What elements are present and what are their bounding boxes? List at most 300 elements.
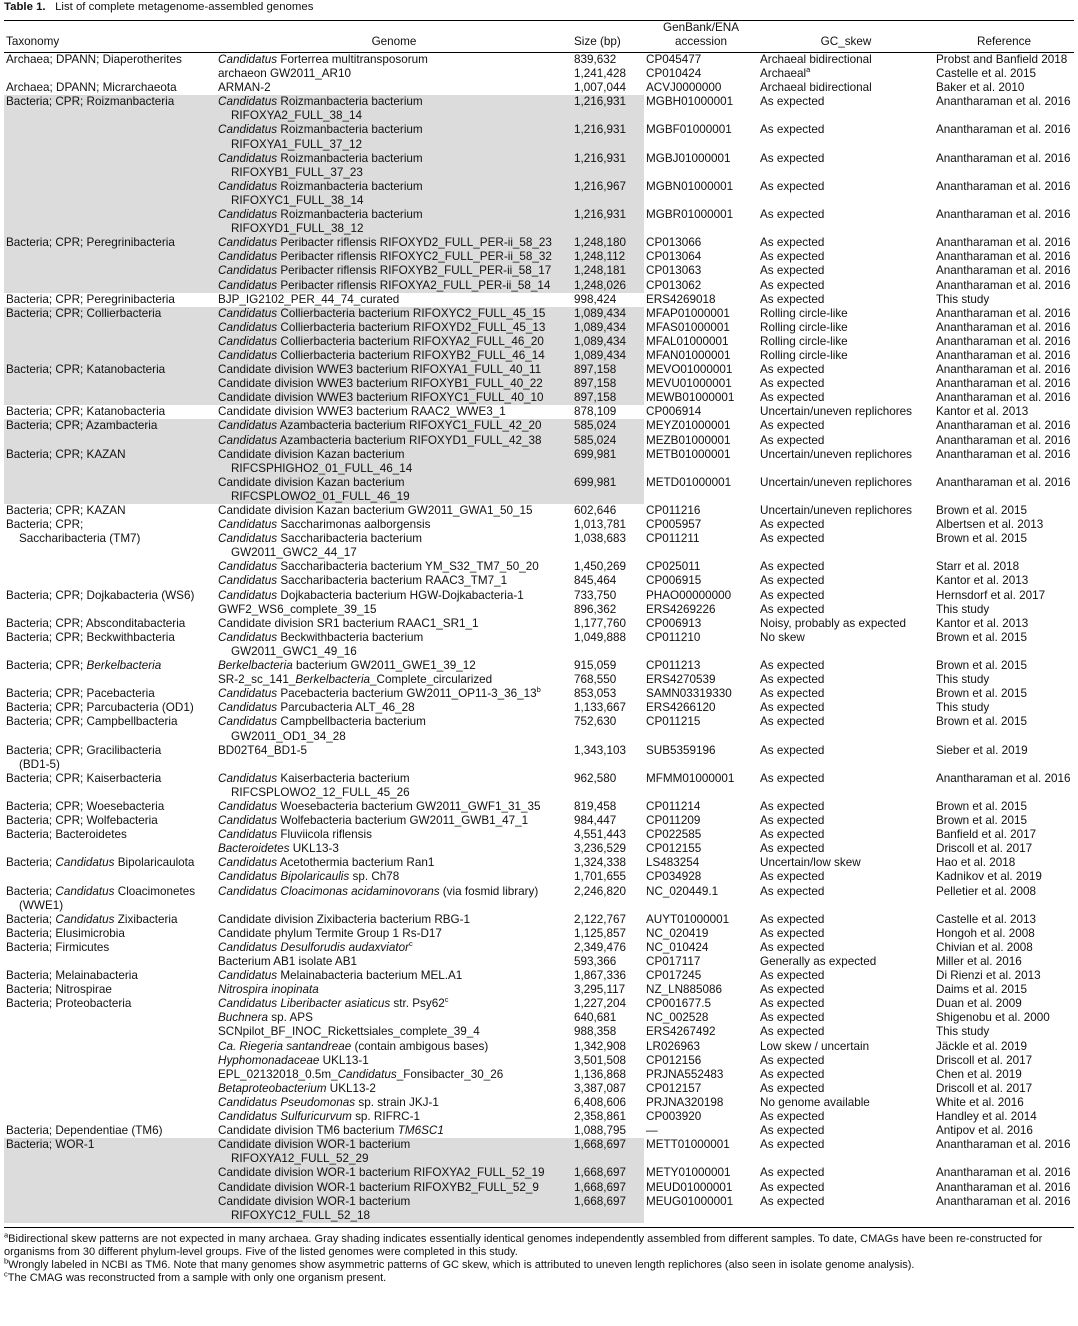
taxonomy-cell: Bacteria; CPR; KAZAN [4,448,216,476]
genome-cell: Candidatus Roizmanbacteria bacterium RIFOXYC1_FULL_38_14 [216,180,572,208]
genome-cell: SR-2_sc_141_Berkelbacteria_Complete_circularized [218,673,493,687]
accession-cell: CP011216 [646,504,701,517]
table-row [4,1195,1074,1223]
gc-skew-cell: As expected [760,673,825,687]
size-cell: 1,049,888 [574,630,626,644]
accession-cell: CP011210 [646,630,701,644]
reference-cell: Sieber et al. 2019 [936,743,1028,757]
accession-cell: SAMN03319330 [646,687,732,701]
table-row [4,617,1074,631]
size-cell: 640,681 [574,1011,617,1025]
gc-skew-cell: As expected [760,983,825,997]
accession-cell: CP013062 [646,278,702,292]
size-cell: 2,349,476 [574,940,626,954]
genome-cell: Candidate phylum Termite Group 1 Rs-D17 [218,926,442,940]
reference-cell: Anantharaman et al. 2016 [936,208,1071,222]
reference-cell: Handley et al. 2014 [936,1110,1037,1124]
genome-cell: Candidatus Kaiserbacteria bacterium RIFCSPLOWO2_12_FULL_45_26 [218,771,410,799]
reference-cell: Anantharaman et al. 2016 [936,419,1071,433]
genome-cell: ARMAN-2 [218,81,271,95]
taxonomy-cell: Bacteria; CPR; Katanobacteria [6,405,166,419]
size-cell: 4,551,443 [574,828,626,842]
size-cell: 1,227,204 [574,997,626,1011]
taxonomy-cell [4,377,216,391]
table-row [4,377,1074,391]
size-cell: 1,324,338 [574,856,626,870]
gc-skew-cell: As expected [760,715,825,729]
gc-skew-cell: As expected [760,391,825,405]
accession-cell: — [646,1124,658,1138]
accession-cell: NC_010424 [646,940,709,954]
taxonomy-cell [4,1040,216,1054]
genome-cell: Candidate division Kazan bacterium GW2011_GWA1_50_15 [218,504,533,517]
taxonomy-cell: Bacteria; Firmicutes [6,940,110,954]
reference-cell: Brown et al. 2015 [936,715,1027,729]
size-cell: 699,981 [572,476,644,504]
table-row [4,504,1074,518]
gc-skew-cell: As expected [760,1110,825,1124]
genome-cell: BJP_IG2102_PER_44_74_curated [218,292,400,306]
accession-cell: ERS4270539 [646,673,716,687]
table-row [4,476,1074,504]
table-row [4,152,1074,180]
table-row [4,1181,1074,1195]
accession-cell: METD01000001 [646,475,732,489]
gc-skew-cell: As expected [760,292,825,306]
accession-cell: CP011214 [646,799,701,813]
reference-cell: This study [936,292,990,306]
genome-cell: Candidatus Peribacter riflensis RIFOXYC2_FULL_PER-ii_58_32 [216,250,572,264]
header-taxonomy: Taxonomy [6,35,60,48]
reference-cell: Kantor et al. 2013 [936,405,1029,419]
table-title: List of complete metagenome-assembled genomes [55,1,314,13]
gc-skew-cell: As expected [760,743,825,757]
size-cell: 768,550 [574,673,617,687]
genome-cell: Candidatus Pseudomonas sp. strain JKJ-1 [218,1095,439,1109]
taxonomy-cell: Bacteria; CPR; KAZAN [6,504,126,517]
table-row [4,1068,1074,1082]
reference-cell: Anantharaman et al. 2016 [936,123,1071,137]
table-row [4,560,1074,574]
taxonomy-cell [4,321,216,335]
table-row [4,701,1074,715]
table-row [4,1124,1074,1138]
accession-cell: AUYT01000001 [646,912,730,926]
gc-skew-cell: As expected [760,419,825,433]
table-row [4,1110,1074,1124]
taxonomy-cell [4,1195,216,1223]
reference-cell: Driscoll et al. 2017 [936,1053,1033,1067]
table-row [4,603,1074,617]
genome-cell: Berkelbacteria bacterium GW2011_GWE1_39_12 [218,659,476,673]
gc-skew-cell: As expected [760,151,825,165]
genome-cell: Candidatus Roizmanbacteria bacterium RIFOXYA1_FULL_37_12 [216,123,572,151]
header-reference: Reference [977,35,1031,48]
reference-cell: Anantharaman et al. 2016 [936,771,1071,785]
table-row [4,434,1074,448]
reference-cell: Castelle et al. 2015 [936,67,1037,81]
accession-cell: MEUG01000001 [646,1194,734,1208]
reference-cell: Starr et al. 2018 [936,560,1020,574]
accession-cell: CP017245 [646,969,702,983]
taxonomy-cell: Bacteria; CPR; Kaiserbacteria [6,771,162,785]
taxonomy-cell: Bacteria; CPR; Collierbacteria [4,307,216,321]
gc-skew-cell: As expected [760,1011,825,1025]
genome-cell: Candidatus Peribacter riflensis RIFOXYA2_FULL_PER-ii_58_14 [216,279,572,293]
genome-cell: Candidatus Beckwithbacteria bacterium GW2011_GWC1_49_16 [218,630,424,658]
genome-cell: Candidatus Collierbacteria bacterium RIFOXYA2_FULL_46_20 [216,335,572,349]
taxonomy-cell [4,264,216,278]
genome-cell: Candidate division Zixibacteria bacterium RBG-1 [218,912,471,926]
genome-cell: GWF2_WS6_complete_39_15 [218,602,377,616]
accession-cell: CP012157 [646,1081,702,1095]
accession-cell: CP005957 [646,518,702,532]
reference-cell: Daims et al. 2015 [936,983,1027,997]
accession-cell: MEYZ01000001 [646,419,731,433]
genome-cell: Candidatus Peribacter riflensis RIFOXYD2_FULL_PER-ii_58_23 [216,236,572,250]
genome-cell: Candidatus Desulforudis audaxviator$^c$ [218,939,413,954]
gc-skew-cell: As expected [760,1194,825,1208]
gc-skew-cell: As expected [760,926,825,940]
taxonomy-cell [4,152,216,180]
size-cell: 1,216,931 [572,208,644,236]
reference-cell: Baker et al. 2010 [936,81,1025,95]
taxonomy-cell: Bacteria; CPR; Peregrinibacteria [6,292,175,306]
genome-cell: Candidate division WOR-1 bacterium RIFOXYA2_FULL_52_19 [216,1166,572,1180]
gc-skew-cell: Generally as expected [760,955,877,968]
accession-cell: MGBN01000001 [646,179,734,193]
table-header [4,21,1074,53]
size-cell: 585,024 [572,434,644,448]
taxonomy-cell [4,250,216,264]
accession-cell: CP006913 [646,616,702,630]
table-row [4,250,1074,264]
genome-cell: archaeon GW2011_AR10 [218,67,351,81]
accession-cell: PHAO00000000 [646,588,732,602]
genome-cell: EPL_02132018_0.5m_Candidatus_Fonsibacter_30_26 [218,1067,504,1081]
genome-cell: Candidatus Acetothermia bacterium Ran1 [218,856,435,870]
genome-cell: Candidatus Pacebacteria bacterium GW2011_OP11-3_36_13$^b$ [218,685,541,701]
size-cell: 897,158 [572,363,644,377]
footnote: $^c$The CMAG was reconstructed from a sample with only one organism present. [4,1269,387,1285]
reference-cell: Kantor et al. 2013 [936,616,1029,630]
table-row [4,363,1074,377]
taxonomy-cell [4,1166,216,1180]
taxonomy-cell [4,870,216,884]
size-cell: 2,358,861 [574,1110,626,1124]
taxonomy-cell: Bacteria; CPR; Wolfebacteria [6,814,158,828]
genome-cell: Candidatus Roizmanbacteria bacterium RIFOXYA2_FULL_38_14 [216,95,572,123]
table-row [4,335,1074,349]
accession-cell: CP006914 [646,405,702,419]
genome-cell: Candidate division WWE3 bacterium RIFOXYA1_FULL_40_11 [216,363,572,377]
reference-cell: Anantharaman et al. 2016 [936,1194,1071,1208]
reference-cell: Brown et al. 2015 [936,532,1027,546]
size-cell: 1,216,931 [572,95,644,123]
genome-cell: Candidatus Bipolaricaulis sp. Ch78 [218,870,400,884]
genome-cell: Candidatus Cloacimonas acidaminovorans (via fosmid library) [218,884,539,898]
accession-cell: MEWB01000001 [646,391,735,405]
taxonomy-cell: Bacteria; CPR; Pacebacteria [6,687,155,701]
accession-cell: ERS4266120 [646,701,716,715]
accession-cell: ERS4269018 [646,292,716,306]
reference-cell: Chivian et al. 2008 [936,940,1033,954]
size-cell: 1,088,795 [574,1124,626,1138]
size-cell: 733,750 [574,588,617,602]
accession-cell: ERS4267492 [646,1025,716,1039]
accession-cell: CP003920 [646,1110,702,1124]
reference-cell: Jäckle et al. 2019 [936,1039,1027,1053]
accession-cell: CP011213 [646,659,701,673]
table-row [4,715,1074,743]
reference-cell: Anantharaman et al. 2016 [936,250,1071,264]
table-row [4,885,1074,913]
gc-skew-cell: Rolling circle-like [760,348,848,362]
gc-skew-cell: Rolling circle-like [760,334,848,348]
table-row [4,941,1074,955]
reference-cell: Albertsen et al. 2013 [936,518,1044,532]
gc-skew-cell: As expected [760,377,825,391]
taxonomy-cell: Bacteria; Elusimicrobia [6,926,125,940]
size-cell: 1,342,908 [574,1039,626,1053]
genome-cell: Candidatus Collierbacteria bacterium RIFOXYD2_FULL_45_13 [216,321,572,335]
gc-skew-cell: As expected [760,236,825,250]
table-row [4,518,1074,532]
genome-cell: Candidatus Wolfebacteria bacterium GW2011_GWB1_47_1 [218,814,529,828]
taxonomy-cell: Bacteria; Candidatus Cloacimonetes (WWE1) [6,884,196,912]
accession-cell: ACVJ0000000 [646,81,722,95]
size-cell: 2,246,820 [574,884,626,898]
gc-skew-cell: Archaeal bidirectional [760,53,872,66]
gc-skew-cell: As expected [760,799,825,813]
reference-cell: Anantharaman et al. 2016 [936,179,1071,193]
size-cell: 699,981 [572,448,644,476]
taxonomy-cell: Bacteria; CPR; Dojkabacteria (WS6) [6,588,195,602]
accession-cell: CP025011 [646,560,701,574]
gc-skew-cell: As expected [760,574,825,588]
genome-cell: Betaproteobacterium UKL13-2 [218,1081,376,1095]
gc-skew-cell: As expected [760,1124,825,1138]
genome-cell: Candidatus Melainabacteria bacterium MEL.A1 [218,969,463,983]
genome-cell: Buchnera sp. APS [218,1011,313,1025]
reference-cell: Anantharaman et al. 2016 [936,1166,1071,1180]
reference-cell: Hao et al. 2018 [936,856,1016,870]
genome-cell: Candidatus Roizmanbacteria bacterium RIFOXYD1_FULL_38_12 [216,208,572,236]
genome-cell: Candidatus Azambacteria bacterium RIFOXYD1_FULL_42_38 [216,434,572,448]
table-row [4,293,1074,307]
gc-skew-cell: Rolling circle-like [760,320,848,334]
taxonomy-cell: Saccharibacteria (TM7) [6,532,141,546]
table-row [4,279,1074,293]
gc-skew-cell: Uncertain/low skew [760,856,861,870]
reference-cell: Anantharaman et al. 2016 [936,475,1071,489]
reference-cell: Hernsdorf et al. 2017 [936,588,1046,602]
taxonomy-cell [4,1082,216,1096]
taxonomy-cell [4,208,216,236]
accession-cell: NC_020419 [646,926,709,940]
table-row [4,321,1074,335]
size-cell: 845,464 [574,574,617,588]
genome-cell: Candidate division WOR-1 bacterium RIFOXYA12_FULL_52_29 [216,1138,572,1166]
gc-skew-cell: As expected [760,969,825,983]
size-cell: 1,668,697 [572,1138,644,1166]
accession-cell: CP012156 [646,1053,702,1067]
table-row [4,67,1074,81]
table-row [4,842,1074,856]
genome-cell: Candidate division Kazan bacterium RIFCSPHIGHO2_01_FULL_46_14 [216,448,572,476]
reference-cell: Castelle et al. 2013 [936,912,1037,926]
header-gc-skew: GC_skew [820,35,872,48]
size-cell: 602,646 [574,504,617,517]
gc-skew-cell: As expected [760,532,825,546]
size-cell: 878,109 [574,405,617,419]
genome-cell: Candidatus Fluviicola riflensis [218,828,372,842]
taxonomy-cell [4,1096,216,1110]
gc-skew-cell: As expected [760,659,825,673]
reference-cell: Brown et al. 2015 [936,687,1027,701]
table-row [4,95,1074,123]
gc-skew-cell: Archaeal$^a$ [760,65,811,81]
reference-cell: Brown et al. 2015 [936,630,1027,644]
size-cell: 1,216,967 [572,180,644,208]
reference-cell: This study [936,602,990,616]
taxonomy-cell: Archaea; DPANN; Micrarchaeota [6,81,177,95]
table-row [4,53,1074,68]
taxonomy-cell: Archaea; DPANN; Diaperotherites [6,53,182,66]
accession-cell: MFAL01000001 [646,334,729,348]
table-row [4,532,1074,560]
accession-cell: PRJNA320198 [646,1095,724,1109]
taxonomy-cell [4,123,216,151]
accession-cell: MFAS01000001 [646,320,730,334]
genome-cell: Hyphomonadaceae UKL13-1 [218,1053,369,1067]
taxonomy-cell [4,434,216,448]
gc-skew-cell: As expected [760,1166,825,1180]
gc-skew-cell: As expected [760,1067,825,1081]
taxonomy-cell: Bacteria; CPR; Campbellbacteria [6,715,178,729]
size-cell: 1,867,336 [574,969,626,983]
footnote: $^a$Bidirectional skew patterns are not expected in many archaea. Gray shading indicates essentially identical genomes independently assembled from different samples. To date, CMAGs have been re-constructed for organisms from 30 different phylum-level groups. Five of the listed genomes were completed in this study. [4,1230,1043,1258]
taxonomy-cell: Bacteria; WOR-1 [4,1138,216,1166]
size-cell: 593,366 [574,955,617,968]
size-cell: 1,089,434 [572,321,644,335]
genome-cell: Candidate division WWE3 bacterium RIFOXYC1_FULL_40_10 [216,391,572,405]
reference-cell: Anantharaman et al. 2016 [936,306,1071,320]
genome-cell: BD02T64_BD1-5 [218,743,308,757]
genome-cell: Candidatus Campbellbacteria bacterium GW2011_OD1_34_28 [218,715,426,743]
footnote: $^b$Wrongly labeled in NCBI as TM6. Note that many genomes show asymmetric patterns of GC skew, which is attributed to uneven length replichores (also seen in isolate genome analysis). [4,1256,915,1272]
table-row [4,81,1074,95]
taxonomy-cell [4,67,216,81]
gc-skew-cell: As expected [760,602,825,616]
genome-cell: Candidatus Saccharibacteria bacterium YM_S32_TM7_50_20 [218,560,539,574]
table-row [4,997,1074,1011]
genome-table [4,20,1074,1223]
taxonomy-cell [4,391,216,405]
accession-cell: MEVO01000001 [646,363,733,377]
gc-skew-cell: As expected [760,250,825,264]
gc-skew-cell: As expected [760,208,825,222]
accession-cell: MEUD01000001 [646,1180,733,1194]
accession-cell: LS483254 [646,856,700,870]
size-cell: 896,362 [574,602,617,616]
taxonomy-cell [4,349,216,363]
table-row [4,983,1074,997]
gc-skew-cell: Archaeal bidirectional [760,81,872,95]
genome-cell: Nitrospira inopinata [218,983,319,997]
taxonomy-cell: Bacteria; Dependentiae (TM6) [6,1124,163,1138]
header-size: Size (bp) [574,35,621,48]
gc-skew-cell: As expected [760,771,825,785]
size-cell: 1,007,044 [574,81,626,95]
genome-cell: Candidate division TM6 bacterium TM6SC1 [218,1124,444,1138]
taxonomy-cell: Bacteria; Nitrospirae [6,983,112,997]
accession-cell: CP013064 [646,250,702,264]
genome-cell: Candidatus Sulfuricurvum sp. RIFRC-1 [218,1110,421,1124]
table-row [4,913,1074,927]
accession-cell: CP034928 [646,870,702,884]
taxonomy-cell [4,1181,216,1195]
table-row [4,419,1074,433]
taxonomy-cell [4,279,216,293]
genome-cell: Candidatus Saccharibacteria bacterium GW2011_GWC2_44_17 [218,532,423,560]
gc-skew-cell: As expected [760,870,825,884]
accession-cell: CP022585 [646,828,702,842]
taxonomy-cell [4,673,216,687]
gc-skew-cell: Uncertain/uneven replichores [760,405,913,419]
accession-cell: MEVU01000001 [646,377,732,391]
size-cell: 988,358 [574,1025,617,1039]
table-row [4,236,1074,250]
accession-cell: SUB5359196 [646,743,716,757]
accession-cell: CP010424 [646,67,702,81]
taxonomy-cell [4,560,216,574]
size-cell: 897,158 [572,391,644,405]
accession-cell: METT01000001 [646,1138,730,1152]
taxonomy-cell: Bacteria; CPR; Absconditabacteria [6,616,186,630]
reference-cell: Banfield et al. 2017 [936,828,1037,842]
reference-cell: This study [936,1025,990,1039]
size-cell: 1,668,697 [572,1195,644,1223]
accession-cell: CP013066 [646,236,702,250]
genome-cell: Candidatus Dojkabacteria bacterium HGW-Dojkabacteria-1 [218,588,524,602]
reference-cell: Driscoll et al. 2017 [936,1081,1033,1095]
accession-cell: CP013063 [646,264,702,278]
gc-skew-cell: As expected [760,997,825,1011]
reference-cell: This study [936,701,990,715]
reference-cell: Miller et al. 2016 [936,955,1022,968]
genome-cell: Bacteroidetes UKL13-3 [218,842,339,856]
reference-cell: This study [936,673,990,687]
accession-cell: PRJNA552483 [646,1067,724,1081]
table-row [4,589,1074,603]
genome-cell: Bacterium AB1 isolate AB1 [218,955,358,968]
reference-cell: Chen et al. 2019 [936,1067,1022,1081]
gc-skew-cell: No genome available [760,1095,870,1109]
size-cell: 1,038,683 [574,532,626,546]
size-cell: 1,668,697 [572,1181,644,1195]
gc-skew-cell: As expected [760,363,825,377]
taxonomy-cell: Bacteria; CPR; Parcubacteria (OD1) [6,701,194,715]
reference-cell: Anantharaman et al. 2016 [936,95,1071,109]
gc-skew-cell: As expected [760,264,825,278]
gc-skew-cell: As expected [760,518,825,532]
size-cell: 1,248,112 [572,250,644,264]
gc-skew-cell: As expected [760,1053,825,1067]
taxonomy-cell [4,1025,216,1039]
taxonomy-cell: Bacteria; Candidatus Zixibacteria [6,912,178,926]
gc-skew-cell: As expected [760,123,825,137]
